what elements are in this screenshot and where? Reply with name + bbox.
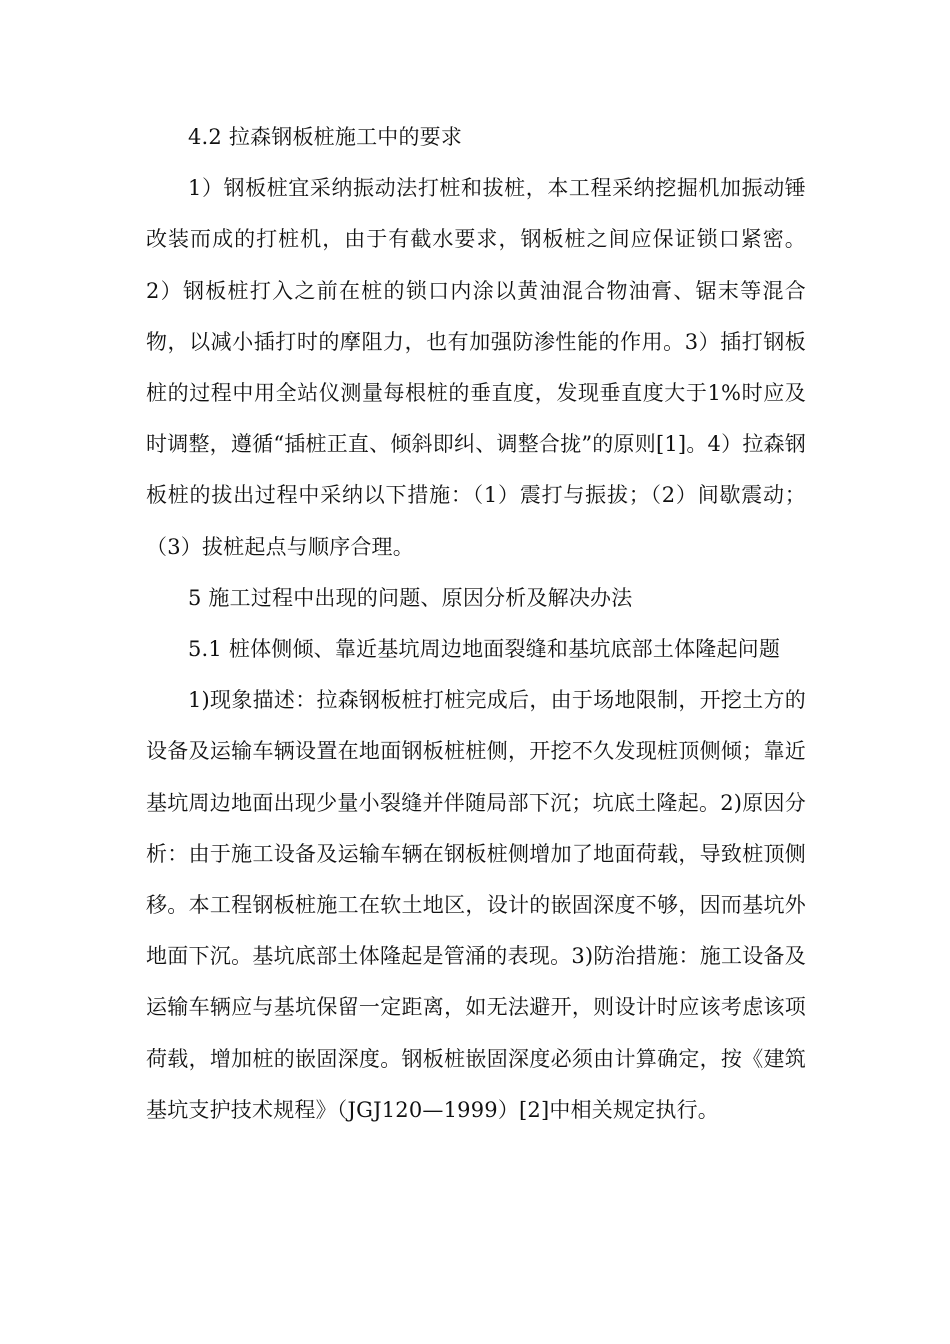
document-body [146,112,806,1136]
section-heading-5-1: 5.1 桩体侧倾、靠近基坑周边地面裂缝和基坑底部土体隆起问题 [188,637,781,662]
paragraph-problem-analysis: 1)现象描述：拉森钢板桩打桩完成后，由于场地限制，开挖土方的设备及运输车辆设置在地面钢板桩桩侧，开挖不久发现桩顶侧倾；靠近基坑周边地面出现少量小裂缝并伴随局部下沉；坑底土隆起。2)原因分析：由于施工设备及运输车辆在钢板桩侧增加了地面荷载，导致桩顶侧移。本工程钢板桩施工在软土地区，设计的嵌固深度不够，因而基坑外地面下沉。基坑底部土体隆起是管涌的表现。3)防治措施：施工设备及运输车辆应与基坑保留一定距离，如无法避开，则设计时应该考虑该项荷载，增加桩的嵌固深度。钢板桩嵌固深度必须由计算确定，按《建筑基坑支护技术规程》（JGJ120—1999）[2]中相关规定执行。 [146,688,806,1122]
section-heading-4-2: 4.2 拉森钢板桩施工中的要求 [188,125,463,149]
paragraph-requirements: 1）钢板桩宜采纳振动法打桩和拔桩，本工程采纳挖掘机加振动锤改装而成的打桩机，由于有截水要求，钢板桩之间应保证锁口紧密。2）钢板桩打入之前在桩的锁口内涂以黄油混合物油膏、锯末等混合物，以减小插打时的摩阻力，也有加强防渗性能的作用。3）插打钢板桩的过程中用全站仪测量每根桩的垂直度，发现垂直度大于1%时应及时调整，遵循“插桩正直、倾斜即纠、调整合拢”的原则[1]。4）拉森钢板桩的拔出过程中采纳以下措施：（1）震打与振拔；（2）间歇震动；（3）拔桩起点与顺序合理。 [146,176,806,559]
section-heading-5: 5 施工过程中出现的问题、原因分析及解决办法 [188,585,633,610]
